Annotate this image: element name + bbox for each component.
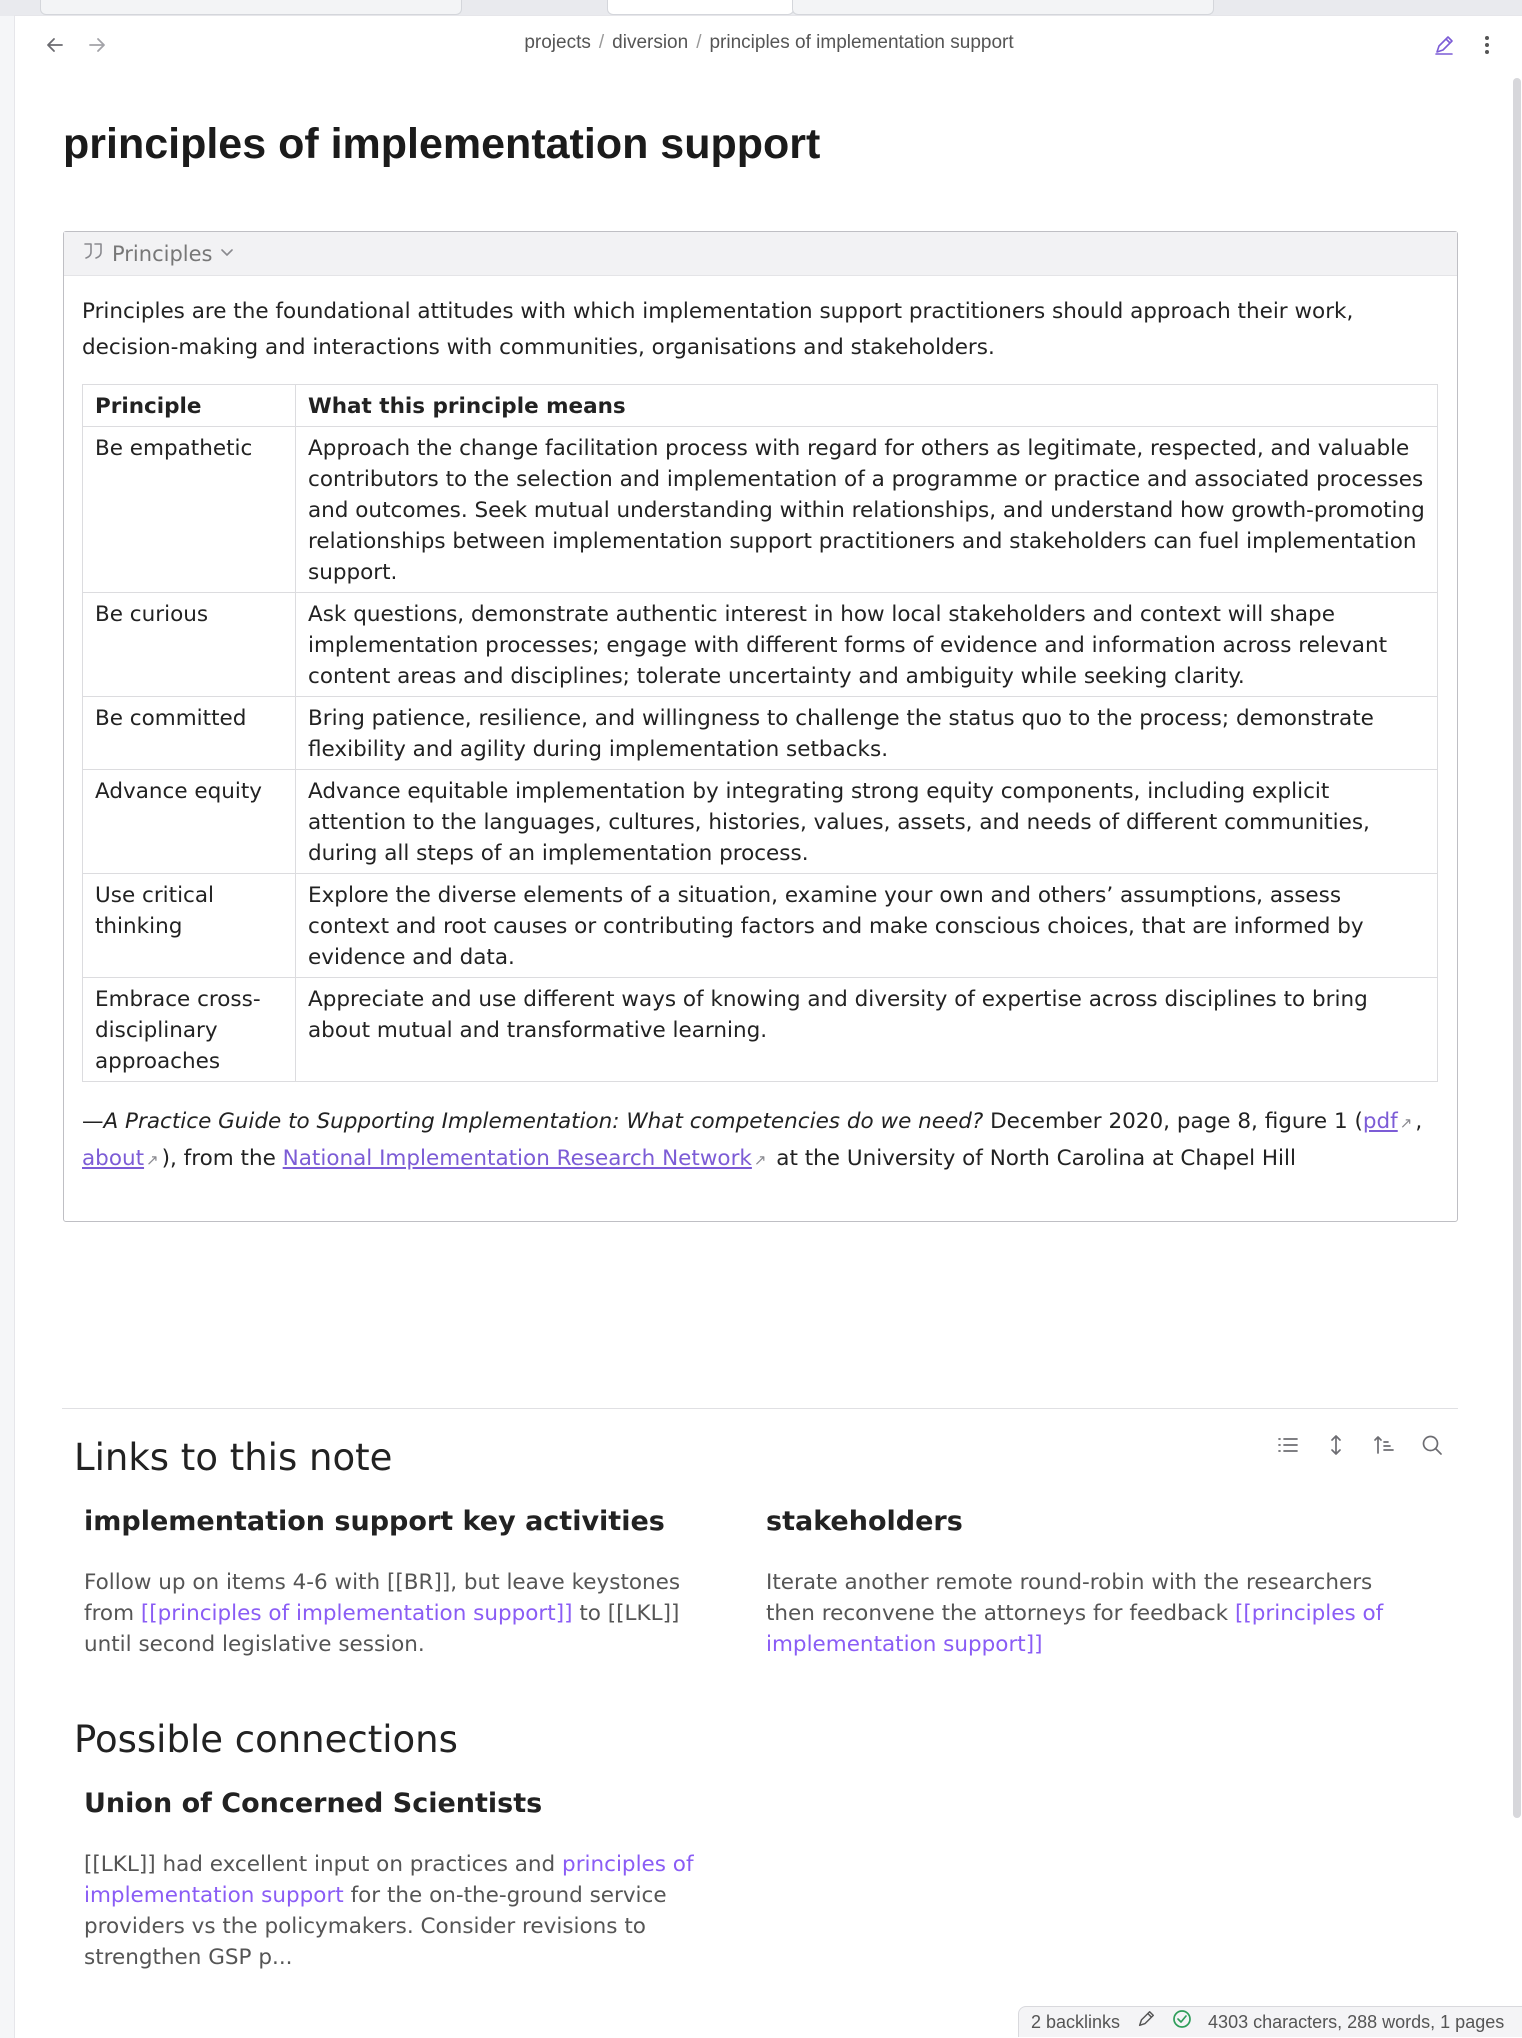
breadcrumb-separator: / [598,32,605,53]
quote-icon [82,240,104,268]
internal-link[interactable]: principles of implementation support [84,1852,694,1908]
principle-cell: Embrace cross-disciplinary approaches [83,978,296,1082]
table-row [83,427,1438,593]
excerpt-text: [[LKL]] had excellent input on practices and [84,1852,563,1877]
backlinks-heading: Links to this note [74,1436,393,1479]
callout-header[interactable] [64,232,1457,276]
list-icon[interactable] [1275,1432,1301,1458]
meaning-cell: Bring patience, resilience, and willingness to challenge the status quo to the process; demonstrate flexibility and agility during implementation setbacks. [296,697,1438,770]
breadcrumb-separator: / [696,32,702,53]
tab[interactable] [792,0,1214,15]
nav-header [15,16,1522,74]
expand-vertical-icon[interactable] [1323,1432,1349,1458]
section-divider [62,1408,1458,1409]
callout-body [64,276,1457,1178]
meaning-cell: Approach the change facilitation process with regard for others as legitimate, respected, and valuable contributors to the selection and implementation of a programme or practice and associated processes and outcomes. Seek mutual understanding within relationships, and understand how growth-promoting relationships between implementation support practitioners and stakeholders can fuel implementation support. [296,427,1438,593]
citation-comma: , [1415,1109,1423,1134]
backlinks-count[interactable]: 2 backlinks [1031,2011,1121,2032]
table-row [83,770,1438,874]
backlink-excerpt [766,1567,1386,1660]
excerpt-text: Follow up on items 4-6 with [[BR]], but leave keystones from [84,1570,681,1626]
table-row [83,978,1438,1082]
page-title: principles of implementation support [63,120,821,168]
connection-excerpt [84,1849,694,1973]
principle-cell: Be empathetic [83,427,296,593]
source-tail: at the University of North Carolina at Chapel Hill [769,1146,1296,1171]
breadcrumb-item[interactable]: projects [524,32,591,53]
tab-active[interactable] [607,0,794,15]
meaning-cell: Appreciate and use different ways of knowing and diversity of expertise across disciplines to bring about mutual and transformative learning. [296,978,1438,1082]
tab[interactable] [40,0,462,15]
internal-link[interactable]: [[principles of implementation support]] [766,1601,1384,1657]
backlink-excerpt [84,1567,724,1660]
search-icon[interactable] [1419,1432,1445,1458]
table-row [83,593,1438,697]
pdf-link[interactable]: pdf [1362,1109,1398,1134]
edit-pencil-icon[interactable] [1429,30,1459,60]
breadcrumb-item[interactable]: principles of implementation support [709,32,1014,53]
backlink-title[interactable]: stakeholders [766,1506,963,1537]
backlink-card[interactable] [84,1506,724,1660]
table-header-row [83,385,1438,427]
edit-mode-icon[interactable] [1136,2009,1156,2035]
check-circle-icon[interactable] [1172,2009,1192,2035]
table-header: Principle [83,385,296,427]
principle-cell: Use critical thinking [83,874,296,978]
backlink-title[interactable]: implementation support key activities [84,1506,665,1537]
principle-cell: Be committed [83,697,296,770]
breadcrumb-item[interactable]: diversion [612,32,689,53]
connection-card[interactable] [84,1788,694,1973]
breadcrumb [15,32,1522,54]
citation-dash: — [82,1109,104,1134]
callout-intro: Principles are the foundational attitudes with which implementation support practitioners should approach their work, decision-making and interactions with communities, organisations and stakeholders. [82,299,1354,360]
connection-title[interactable]: Union of Concerned Scientists [84,1788,543,1819]
external-link-icon: ↗ [1399,1114,1413,1132]
table-row [83,697,1438,770]
excerpt-text: to [[LKL]] until second legislative session. [84,1601,680,1657]
word-count: 4303 characters, 288 words, 1 pages [1208,2011,1505,2032]
excerpt-text: for the on-the-ground service providers vs the policymakers. Consider revisions to strengthen GSP p... [84,1883,667,1970]
meaning-cell: Advance equitable implementation by integrating strong equity components, including explicit attention to the languages, cultures, histories, values, assets, and needs of different communities, during all steps of an implementation process. [296,770,1438,874]
scrollbar-thumb[interactable] [1513,78,1521,1818]
internal-link[interactable]: [[principles of implementation support]] [140,1601,573,1626]
sort-icon[interactable] [1371,1432,1397,1458]
status-bar [1018,2006,1522,2037]
external-link-icon: ↗ [753,1151,767,1169]
principle-cell: Be curious [83,593,296,697]
backlinks-toolbar [1275,1432,1445,1458]
external-link-icon: ↗ [146,1151,159,1169]
principles-callout [63,231,1458,1222]
table-row [83,874,1438,978]
callout-title: Principles [112,241,213,266]
source-mid: ), from the [161,1146,283,1171]
more-vertical-icon[interactable] [1472,30,1502,60]
connections-heading: Possible connections [74,1718,458,1761]
meaning-cell: Explore the diverse elements of a situation, examine your own and others’ assumptions, assess context and root causes or contributing factors and make conscious choices, that are informed by evidence and data. [296,874,1438,978]
source-citation [82,1104,1439,1178]
nirn-link[interactable]: National Implementation Research Network [282,1146,752,1171]
table-header: What this principle means [296,385,1438,427]
principles-table [82,384,1438,1082]
backlink-card[interactable] [766,1506,1386,1660]
source-detail: December 2020, page 8, figure 1 ( [983,1109,1363,1134]
excerpt-text: Iterate another remote round-robin with the researchers then reconvene the attorneys for feedback [766,1570,1373,1626]
chevron-down-icon[interactable] [220,244,234,263]
meaning-cell: Ask questions, demonstrate authentic interest in how local stakeholders and context will shape implementation processes; engage with different forms of evidence and information across relevant content areas and disciplines; tolerate uncertainty and ambiguity while seeking clarity. [296,593,1438,697]
principle-cell: Advance equity [83,770,296,874]
about-link[interactable]: about [82,1146,145,1171]
source-title: A Practice Guide to Supporting Implementation: What competencies do we need? [103,1109,984,1134]
tab-strip [0,0,1522,16]
scrollbar[interactable] [1511,78,1522,1818]
